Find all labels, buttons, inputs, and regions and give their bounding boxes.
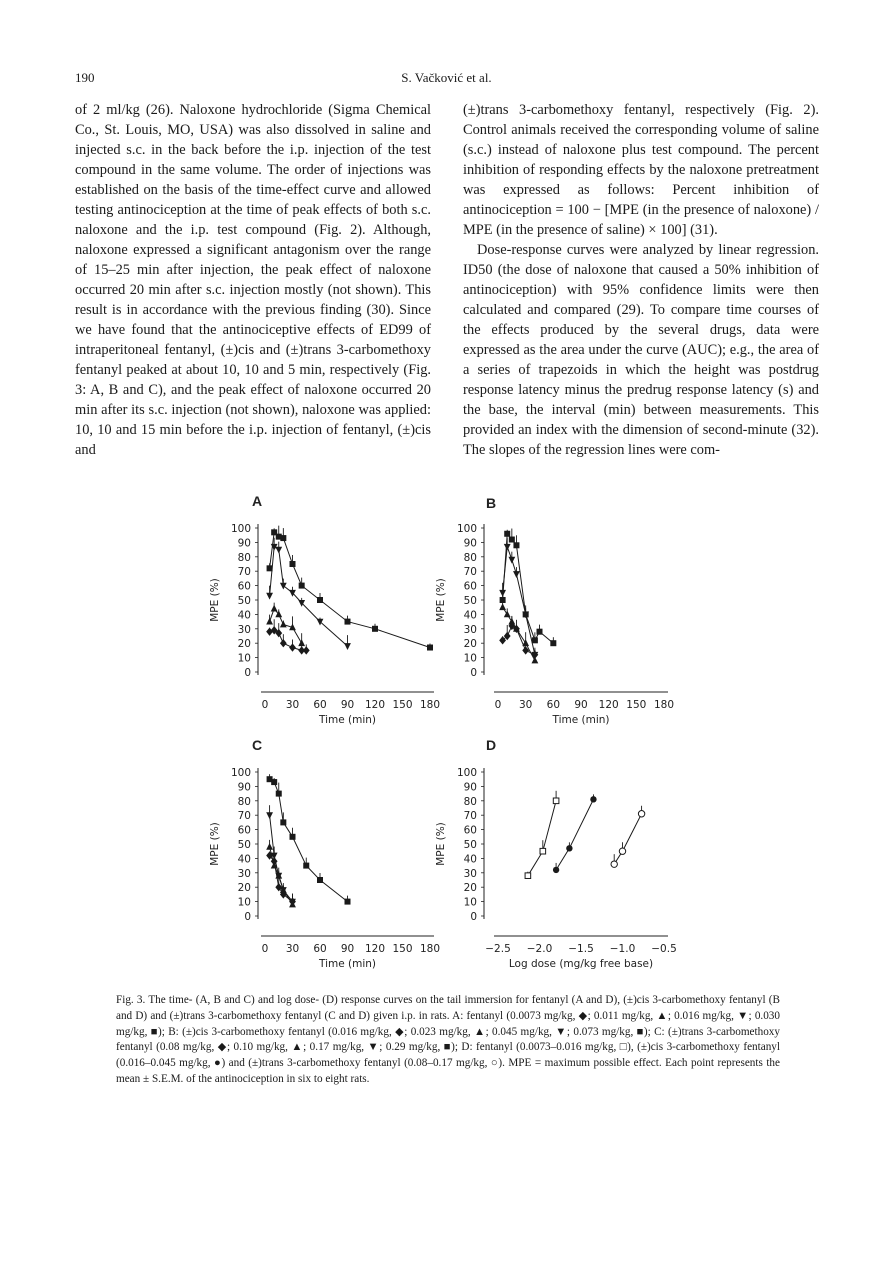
x-tick-label: −2.0: [526, 943, 553, 955]
data-point: [513, 542, 519, 548]
x-tick-label: 90: [574, 699, 588, 711]
data-point: [290, 834, 296, 840]
x-axis-label: Log dose (mg/kg free base): [508, 958, 654, 970]
data-point: [299, 583, 305, 589]
y-tick-label: 20: [463, 638, 477, 651]
x-tick-label: −1.5: [568, 943, 594, 955]
y-tick-label: 30: [463, 867, 477, 880]
y-tick-label: 30: [463, 623, 477, 636]
data-point: [590, 796, 596, 802]
y-axis-label: MPE (%): [209, 578, 221, 622]
paragraph: (±)trans 3-carbomethoxy fentanyl, respectively (Fig. 2). Control animals received the corresponding volume of saline (s.c.) instead of naloxone plus test compound. The percent inhibition of responding effects by the naloxone pretreatment was expressed as follows: Percent inhibition of antinociception = 100 − [MPE (in the presence of naloxone) / MPE (in the presence of saline) × 100] (31).: [463, 102, 819, 238]
data-point: [566, 845, 572, 851]
y-tick-label: 80: [237, 551, 251, 564]
y-tick-label: 80: [463, 795, 477, 808]
data-point: [509, 537, 515, 543]
x-tick-label: 60: [313, 699, 327, 711]
data-point: [500, 597, 506, 603]
y-tick-label: 50: [463, 839, 477, 851]
x-tick-label: −0.5: [651, 943, 677, 955]
x-tick-label: 150: [392, 699, 413, 711]
panel-label: A: [252, 493, 263, 509]
data-point: [504, 531, 510, 537]
y-tick-label: 80: [463, 551, 477, 564]
data-point: [271, 779, 277, 785]
y-axis-label: MPE (%): [435, 578, 447, 622]
data-point: [280, 535, 286, 541]
x-tick-label: 30: [285, 699, 300, 711]
y-tick-label: 0: [470, 911, 477, 923]
panel-b: [435, 495, 674, 726]
y-tick-label: 20: [237, 638, 251, 651]
y-tick-label: 40: [237, 609, 251, 622]
y-tick-label: 50: [237, 839, 251, 851]
y-tick-label: 100: [230, 767, 251, 779]
x-tick-label: 150: [626, 699, 647, 711]
x-tick-label: 30: [518, 699, 533, 711]
x-tick-label: 0: [494, 699, 502, 711]
x-tick-label: 120: [364, 943, 386, 955]
data-point: [504, 544, 511, 551]
data-point: [317, 619, 324, 626]
y-tick-label: 0: [244, 911, 251, 923]
x-tick-label: 0: [261, 943, 269, 955]
data-point: [280, 639, 287, 647]
x-tick-label: 30: [285, 943, 300, 955]
data-point: [317, 597, 323, 603]
x-axis-label: Time (min): [318, 714, 377, 726]
series-line: [614, 814, 641, 864]
y-tick-label: 100: [456, 523, 477, 535]
x-axis-label: Time (min): [552, 714, 610, 726]
y-tick-label: 70: [237, 810, 251, 823]
data-point: [267, 565, 273, 571]
data-point: [280, 621, 287, 628]
y-axis-label: MPE (%): [209, 822, 221, 866]
data-point: [266, 618, 273, 625]
series: [267, 526, 433, 651]
data-point: [553, 798, 559, 804]
paragraph: Dose-response curves were analyzed by linear regression. ID50 (the dose of naloxone that caused a 50% inhibition of antinociception) with 95% confidence limits were then calculated and compared (29). To compare time courses of the effects produced by the several drugs, data were expressed as the area under the curve (AUC); e.g., the area of a series of trapezoids in which the height was postdrug response latency minus the predrug response latency (s) and the base, the interval (min) between measurements. This provided an index with the dimension of second-minute (32). The slopes of the regression lines were com-: [463, 242, 819, 458]
x-tick-label: 180: [653, 699, 675, 711]
y-tick-label: 90: [237, 781, 251, 794]
y-axis-label: MPE (%): [435, 822, 447, 866]
y-tick-label: 60: [463, 580, 477, 593]
data-point: [271, 605, 278, 612]
data-point: [523, 611, 529, 617]
y-tick-label: 100: [230, 523, 251, 535]
series: [611, 806, 645, 868]
y-tick-label: 10: [237, 896, 251, 909]
y-tick-label: 80: [237, 795, 251, 808]
page-number: 190: [75, 70, 95, 85]
data-point: [619, 848, 625, 854]
data-point: [298, 639, 305, 646]
y-tick-label: 70: [463, 810, 477, 823]
data-point: [266, 593, 273, 600]
panel-label: D: [486, 737, 497, 753]
y-tick-label: 60: [463, 824, 477, 837]
data-point: [280, 819, 286, 825]
series-line: [556, 799, 593, 870]
data-point: [513, 571, 520, 578]
y-tick-label: 20: [237, 882, 251, 895]
panel-label: B: [486, 495, 497, 511]
paragraph: of 2 ml/kg (26). Naloxone hydrochloride (Sigma Chemical Co., St. Louis, MO, USA) was also dissolved in saline and injected s.c. in the back before the i.p. injection of the test compound in the same volume. The order of injections was established on the basis of the time-effect curve and allowed testing antinociception at the time of peak effects of both s.c. naloxone and the i.p. test compound (Fig. 2). Although, naloxone expressed a significant antagonism over the range of 15–25 min after injection, the peak effect of naloxone occurred 20 min after s.c. injection mostly (not shown). This result is in accordance with the previous finding (30). Since we have found that the antinociceptive effects of ED99 of intraperitoneal fentanyl, (±)cis and (±)trans 3-carbomethoxy fentanyl peaked at about 10, 10 and 5 min, respectively (Fig. 3: A, B and C), and the peak effect of naloxone occurred 20 min after its s.c. injection (not shown), naloxone was applied: 10, 10 and 15 min before the i.p. injection of fentanyl, (±)cis and: [75, 102, 431, 458]
series: [266, 619, 309, 654]
panel-a: [209, 493, 440, 726]
y-tick-label: 10: [463, 896, 477, 909]
x-tick-label: 120: [364, 699, 386, 711]
data-point: [537, 629, 543, 635]
y-tick-label: 30: [237, 623, 251, 636]
data-point: [280, 583, 287, 590]
y-tick-label: 90: [237, 537, 251, 550]
data-point: [611, 861, 617, 867]
x-tick-label: 0: [261, 699, 269, 711]
data-point: [344, 643, 351, 650]
data-point: [275, 547, 282, 554]
y-tick-label: 70: [463, 566, 477, 579]
data-point: [290, 561, 296, 567]
y-tick-label: 70: [237, 566, 251, 579]
x-tick-label: 180: [419, 699, 441, 711]
data-point: [540, 848, 546, 854]
data-point: [638, 811, 644, 817]
series: [553, 794, 597, 873]
right-column: [463, 100, 819, 460]
data-point: [499, 603, 506, 610]
data-point: [317, 877, 323, 883]
panel-label: C: [252, 737, 263, 753]
data-point: [345, 619, 351, 625]
y-tick-label: 40: [463, 609, 477, 622]
y-tick-label: 10: [237, 652, 251, 665]
panel-d: [435, 737, 677, 970]
y-tick-label: 50: [463, 595, 477, 607]
y-tick-label: 20: [463, 882, 477, 895]
x-tick-label: 60: [313, 943, 327, 955]
y-tick-label: 10: [463, 652, 477, 665]
y-tick-label: 100: [456, 767, 477, 779]
series: [525, 791, 559, 879]
x-tick-label: 120: [598, 699, 619, 711]
y-tick-label: 30: [237, 867, 251, 880]
data-point: [266, 843, 273, 850]
x-axis-label: Time (min): [318, 958, 377, 970]
series: [266, 603, 305, 646]
y-tick-label: 40: [237, 853, 251, 866]
y-tick-label: 60: [237, 580, 251, 593]
data-point: [276, 791, 282, 797]
data-point: [525, 873, 531, 879]
panel-c: [209, 737, 440, 970]
x-tick-label: 90: [340, 943, 355, 955]
x-tick-label: −2.5: [485, 943, 511, 955]
series-line: [528, 801, 556, 876]
y-tick-label: 60: [237, 824, 251, 837]
data-point: [345, 899, 351, 905]
data-point: [303, 863, 309, 869]
data-point: [372, 626, 378, 632]
data-point: [553, 867, 559, 873]
x-tick-label: 180: [419, 943, 441, 955]
y-tick-label: 0: [470, 667, 477, 679]
y-tick-label: 90: [463, 781, 477, 794]
x-tick-label: 90: [340, 699, 355, 711]
x-tick-label: 150: [392, 943, 413, 955]
y-tick-label: 90: [463, 537, 477, 550]
y-tick-label: 40: [463, 853, 477, 866]
data-point: [532, 637, 538, 643]
series-line: [270, 547, 348, 646]
left-column: [75, 100, 431, 460]
data-point: [266, 812, 273, 819]
x-tick-label: 60: [546, 699, 561, 711]
data-point: [289, 643, 296, 651]
data-point: [303, 646, 310, 654]
x-tick-label: −1.0: [609, 943, 636, 955]
data-point: [508, 557, 515, 564]
y-tick-label: 0: [244, 667, 251, 679]
figure-3: [200, 492, 700, 982]
data-point: [550, 640, 556, 646]
figure-caption: Fig. 3. The time- (A, B and C) and log dose- (D) response curves on the tail immersion for fentanyl (A and D), (±)cis 3-carbomethoxy fentanyl (B and D) and (±)trans 3-carbomethoxy fentanyl (C and D) given i.p. in rats. A: fentanyl (0.0073 mg/kg, ◆; 0.011 mg/kg, ▲; 0.016 mg/kg, ▼; 0.030 mg/kg, ■); B: (±)cis 3-carbomethoxy fentanyl (0.016 mg/kg, ◆; 0.023 mg/kg, ▲; 0.045 mg/kg, ▼; 0.073 mg/kg, ■); C: (±)trans 3-carbomethoxy fentanyl (0.08 mg/kg, ◆; 0.10 mg/kg, ▲; 0.17 mg/kg, ▼; 0.29 mg/kg, ■); D: fentanyl (0.0073–0.016 mg/kg, □), (±)cis 3-carbomethoxy fentanyl (0.016–0.045 mg/kg, ●) and (±)trans 3-carbomethoxy fentanyl (0.08–0.17 mg/kg, ○). MPE = maximum possible effect. Each point represents the mean ± S.E.M. of the antinociception in six to eight rats.: [116, 994, 780, 1085]
data-point: [427, 645, 433, 651]
y-tick-label: 50: [237, 595, 251, 607]
running-head: S. Vačković et al.: [401, 70, 492, 85]
